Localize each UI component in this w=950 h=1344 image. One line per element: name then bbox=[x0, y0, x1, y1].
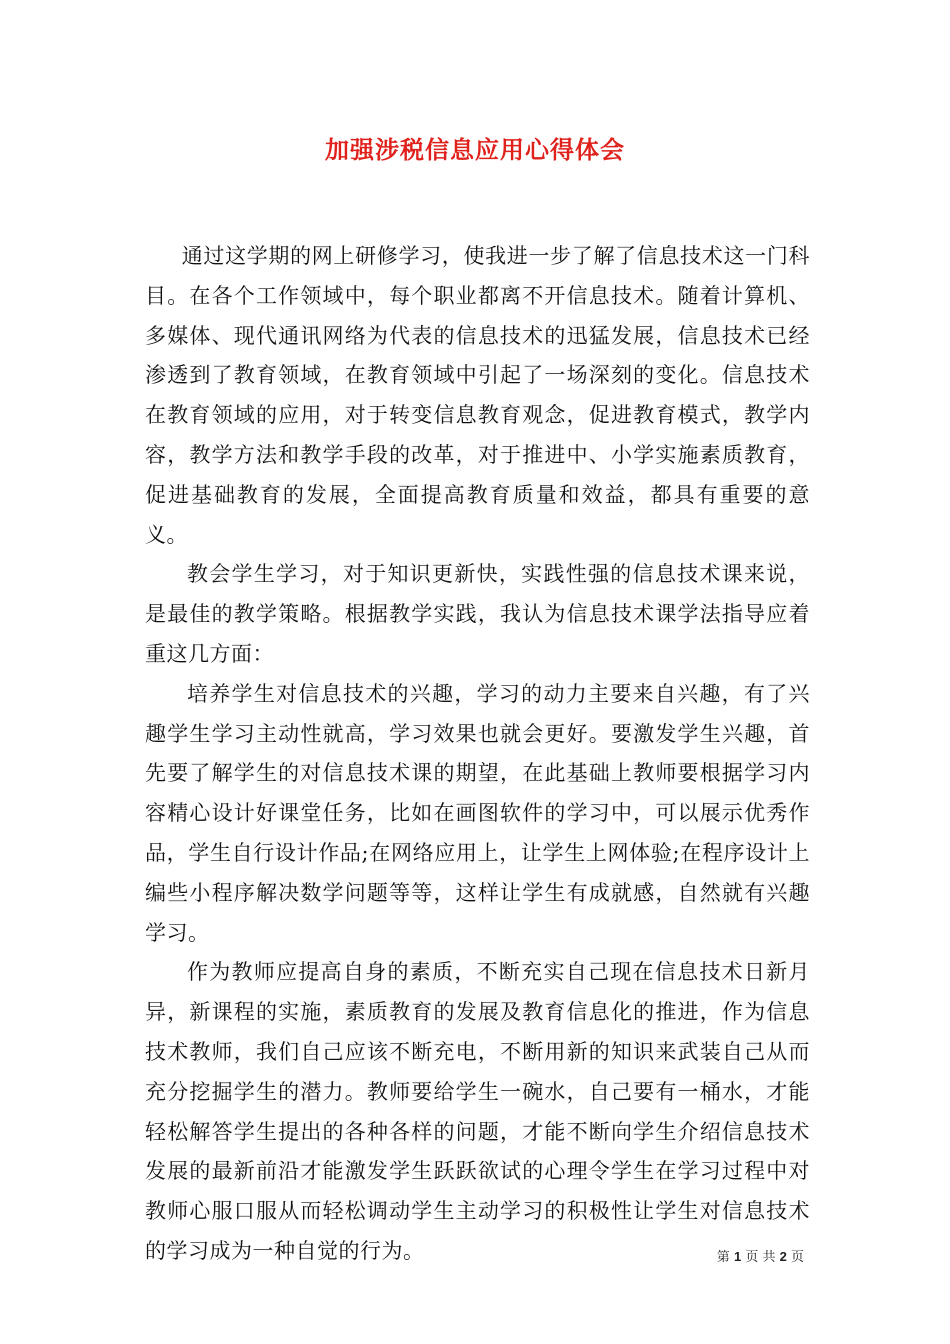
document-body bbox=[145, 237, 810, 1272]
paragraph-1: 通过这学期的网上研修学习，使我进一步了解了信息技术这一门科目。在各个工作领域中，每个职业都离不开信息技术。随着计算机、多媒体、现代通讯网络为代表的信息技术的迅猛发展，信息技术已经渗透到了教育领域，在教育领域中引起了一场深刻的变化。信息技术在教育领域的应用，对于转变信息教育观念，促进教育模式，教学内容，教学方法和教学手段的改革，对于推进中、小学实施素质教育，促进基础教育的发展，全面提高教育质量和效益，都具有重要的意义。 bbox=[145, 244, 810, 547]
paragraph-4: 作为教师应提高自身的素质，不断充实自己现在信息技术日新月异，新课程的实施，素质教育的发展及教育信息化的推进，作为信息技术教师，我们自己应该不断充电，不断用新的知识来武装自己从而充分挖掘学生的潜力。教师要给学生一碗水，自己要有一桶水，才能轻松解答学生提出的各种各样的问题，才能不断向学生介绍信息技术发展的最新前沿才能激发学生跃跃欲试的心理令学生在学习过程中对教师心服口服从而轻松调动学生主动学习的积极性让学生对信息技术的学习成为一种自觉的行为。 bbox=[145, 960, 810, 1263]
footer-total-pages: 2 bbox=[779, 1249, 787, 1264]
footer-prefix: 第 bbox=[716, 1250, 730, 1265]
paragraph-3: 培养学生对信息技术的兴趣，学习的动力主要来自兴趣，有了兴趣学生学习主动性就高，学习效果也就会更好。要激发学生兴趣，首先要了解学生的对信息技术课的期望，在此基础上教师要根据学习内容精心设计好课堂任务，比如在画图软件的学习中，可以展示优秀作品，学生自行设计作品;在网络应用上，让学生上网体验;在程序设计上编些小程序解决数学问题等等，这样让学生有成就感，自然就有兴趣学习。 bbox=[145, 681, 810, 945]
footer-middle: 页 共 bbox=[745, 1250, 776, 1265]
footer-suffix: 页 bbox=[790, 1250, 804, 1265]
footer-current-page: 1 bbox=[733, 1249, 742, 1264]
document-title: 加强涉税信息应用心得体会 bbox=[325, 135, 625, 164]
page-number-footer bbox=[717, 1248, 804, 1267]
paragraph-2: 教会学生学习，对于知识更新快，实践性强的信息技术课来说，是最佳的教学策略。根据教学实践，我认为信息技术课学法指导应着重这几方面： bbox=[145, 562, 810, 666]
